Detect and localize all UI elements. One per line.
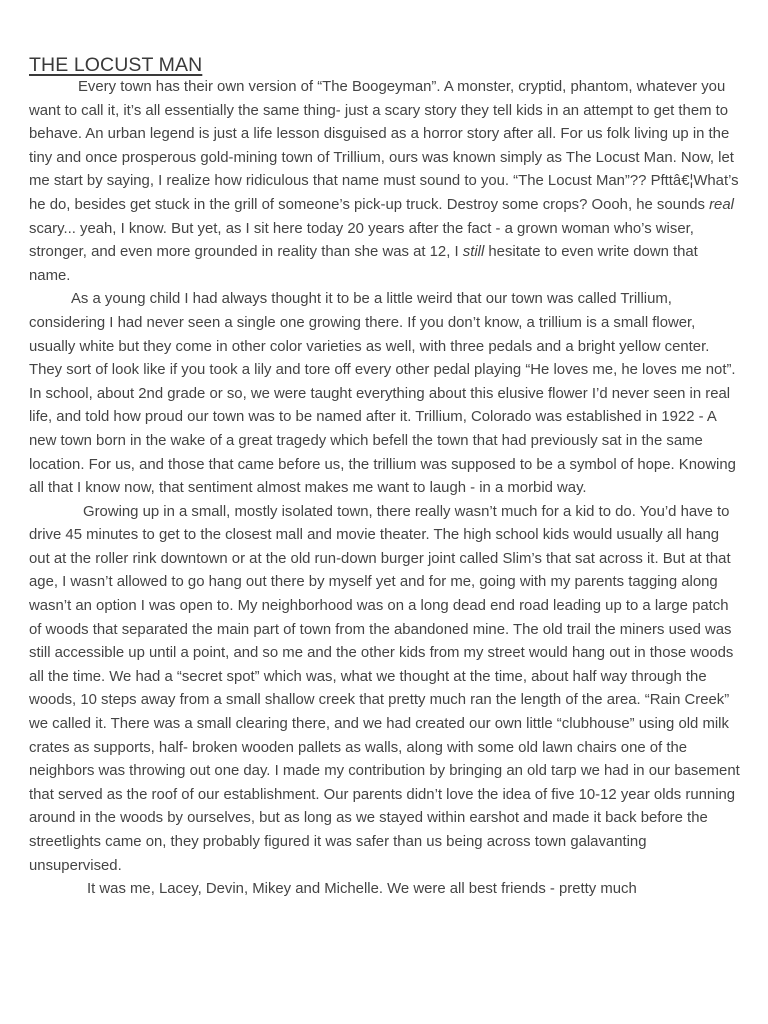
paragraph-1-text-b: scary... yeah, I know. But yet, as I sit here today 20 years after the fact - a grown woman who’s wiser, stronger, and even more grounded in reality than she was at 12, I	[29, 220, 694, 261]
document-page	[29, 52, 741, 902]
document-title: THE LOCUST MAN	[29, 54, 203, 76]
paragraph-1-text-c: hesitate to even write down that name.	[29, 244, 698, 284]
paragraph-4: It was me, Lacey, Devin, Mikey and Michelle. We were all best friends - pretty much	[87, 881, 637, 898]
paragraph-1-emphasis-real: real	[709, 196, 734, 213]
paragraph-1	[29, 76, 741, 288]
paragraph-1-emphasis-still: still	[462, 244, 485, 261]
paragraph-3: Growing up in a small, mostly isolated town, there really wasn’t much for a kid to do. You’d have to drive 45 minutes to get to the closest mall and movie theater. The high school kids would usually all hang out at the roller rink downtown or at the old run-down burger joint called Slim’s that sat across it. But at that age, I wasn’t allowed to go hang out there by myself yet and for me, going with my parents tagging along wasn’t an option I was open to. My neighborhood was on a long dead end road leading up to a large patch of woods that separated the main part of town from the abandoned mine. The old trail the miners used was still accessible up until a point, and so me and the other kids from my street would hang out in those woods all the time. We had a “secret spot” which was, what we thought at the time, about half way through the woods, 10 steps away from a small shallow creek that pretty much ran the length of the area. “Rain Creek” we called it. There was a small clearing there, and we had created our own little “clubhouse” using old milk crates as supports, half- broken wooden pallets as walls, along with some old lawn chairs one of the neighbors was throwing out one day. I made my contribution by bringing an old tarp we had in our basement that served as the roof of our establishment. Our parents didn’t love the idea of five 10-12 year olds running around in the woods by ourselves, but as long as we stayed within earshot and made it back before the streetlights came on, they probably figured it was safer than us being across town galavanting unsupervised.	[29, 503, 740, 874]
paragraph-1-text-a: Every town has their own version of “The Boogeyman”. A monster, cryptid, phantom, whatever you want to call it, it’s all essentially the same thing- just a scary story they tell kids in an attempt to get them to behave. An urban legend is just a life lesson disguised as a horror story after all. For us folk living up in the tiny and once prosperous gold-mining town of Trillium, ours was known simply as The Locust Man. Now, let me start by saying, I realize how ridiculous that name must sound to you. “The Locust Man”?? Pfttâ€¦What’s he do, besides get stuck in the grill of someone’s pick-up truck. Destroy some crops? Oooh, he sounds	[29, 79, 739, 213]
paragraph-2: As a young child I had always thought it to be a little weird that our town was called Trillium, considering I had never seen a single one growing there. If you don’t know, a trillium is a small flower, usually white but they come in other color varieties as well, with three pedals and a bright yellow center. They sort of look like if you took a lily and tore off every other pedal playing “He loves me, he loves me not”. In school, about 2nd grade or so, we were taught everything about this elusive flower I’d never seen in real life, and told how proud our town was to be named after it. Trillium, Colorado was established in 1922 - A new town born in the wake of a great tragedy which befell the town that had previously sat in the same location. For us, and those that came before us, the trillium was supposed to be a symbol of hope. Knowing all that I know now, that sentiment almost makes me want to laugh - in a morbid way.	[29, 291, 736, 497]
